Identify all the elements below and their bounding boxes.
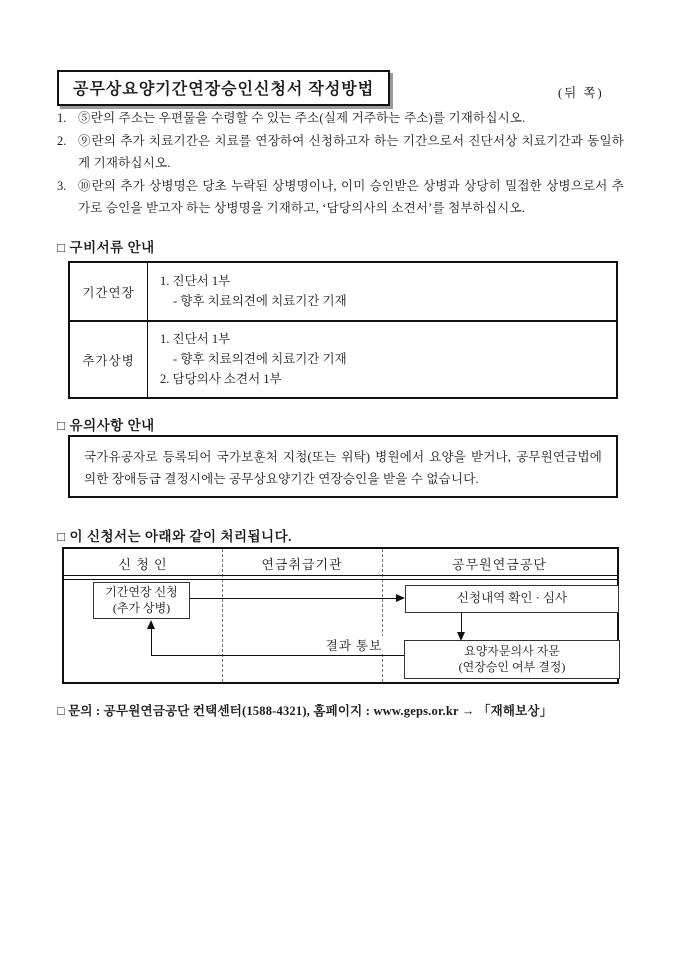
content-line: 1. 진단서 1부 bbox=[160, 332, 231, 346]
instruction-text: ⑩란의 추가 상병명은 당초 누락된 상병명이나, 이미 승인받은 상병과 상당히 밀접한 상병으로서 추가로 승인을 받고자 하는 상병명을 기재하고, ‘담당의사의 소견서’를 첨부하십시오. bbox=[78, 178, 624, 215]
flow-box-line: (연장승인 여부 결정) bbox=[458, 659, 566, 674]
flow-box-line: (추가 상병) bbox=[112, 600, 171, 615]
instruction-list bbox=[57, 107, 624, 220]
arrow-right-icon bbox=[396, 594, 405, 602]
notice-box bbox=[68, 435, 618, 498]
flow-box-line: 요양자문의사 자문 bbox=[464, 644, 560, 658]
instruction-text: ⑨란의 추가 치료기간은 치료를 연장하여 신청하고자 하는 기간으로서 진단서상 치료기간과 동일하게 기재하십시오. bbox=[78, 133, 624, 170]
back-side-label: (뒤 쪽) bbox=[558, 86, 604, 100]
flow-box-advisory bbox=[404, 640, 620, 679]
flow-box-review bbox=[405, 585, 619, 613]
flow-line-request bbox=[190, 598, 397, 599]
arrow-down-icon bbox=[457, 632, 465, 641]
instruction-text: ⑤란의 주소는 우편물을 수령할 수 있는 주소(실제 거주하는 주소)를 기재하십시오. bbox=[78, 111, 526, 125]
instruction-number: 3. bbox=[57, 178, 67, 193]
header-divider bbox=[64, 575, 617, 580]
instruction-number: 1. bbox=[57, 111, 67, 125]
flow-box-line: 신청내역 확인 · 심사 bbox=[456, 591, 568, 606]
section-heading-notice: □ 유의사항 안내 bbox=[57, 418, 155, 433]
instruction-item bbox=[57, 107, 624, 130]
row-content bbox=[148, 322, 616, 397]
section-heading-documents: □ 구비서류 안내 bbox=[57, 240, 155, 255]
row-content bbox=[148, 263, 616, 320]
flow-line-result-vertical bbox=[151, 628, 152, 655]
content-line: 2. 담당의사 소견서 1부 bbox=[160, 372, 282, 386]
process-diagram bbox=[62, 547, 619, 684]
table-row bbox=[70, 320, 616, 397]
flow-box-line: 기간연장 신청 bbox=[105, 585, 178, 599]
instruction-item bbox=[57, 175, 624, 220]
row-label: 추가상병 bbox=[70, 322, 148, 397]
column-header-geps: 공무원연금공단 bbox=[452, 557, 547, 572]
instruction-item bbox=[57, 130, 624, 175]
content-line: 1. 진단서 1부 bbox=[160, 274, 231, 288]
flow-line-review-to-advisory bbox=[461, 613, 462, 634]
content-line: - 향후 치료의견에 치료기간 기재 bbox=[173, 294, 347, 308]
column-header-applicant: 신 청 인 bbox=[118, 557, 168, 572]
flow-box-application bbox=[93, 582, 190, 619]
notice-text: 국가유공자로 등록되어 국가보훈처 지청(또는 위탁) 병원에서 요양을 받거나, 공무원연금법에 의한 장애등급 결정시에는 공무상요양기간 연장승인을 받을 수 없습니다. bbox=[84, 450, 602, 486]
documents-table bbox=[68, 261, 618, 399]
instruction-number: 2. bbox=[57, 133, 67, 148]
table-row bbox=[70, 263, 616, 320]
column-header-pension-agency: 연금취급기관 bbox=[261, 557, 343, 572]
content-line: - 향후 치료의견에 치료기간 기재 bbox=[173, 352, 347, 366]
page-title: 공무상요양기간연장승인신청서 작성방법 bbox=[73, 81, 375, 98]
flow-line-result-horizontal bbox=[151, 655, 405, 656]
arrow-up-icon bbox=[147, 620, 155, 629]
section-heading-process: □ 이 신청서는 아래와 같이 처리됩니다. bbox=[57, 529, 293, 544]
title-box bbox=[57, 70, 390, 106]
contact-line: □ 문의 : 공무원연금공단 컨택센터(1588-4321), 홈페이지 : www.geps.or.kr → 「재해보상」 bbox=[57, 704, 553, 718]
result-notification-label: 결과 통보 bbox=[309, 636, 399, 654]
row-label: 기간연장 bbox=[70, 263, 148, 320]
